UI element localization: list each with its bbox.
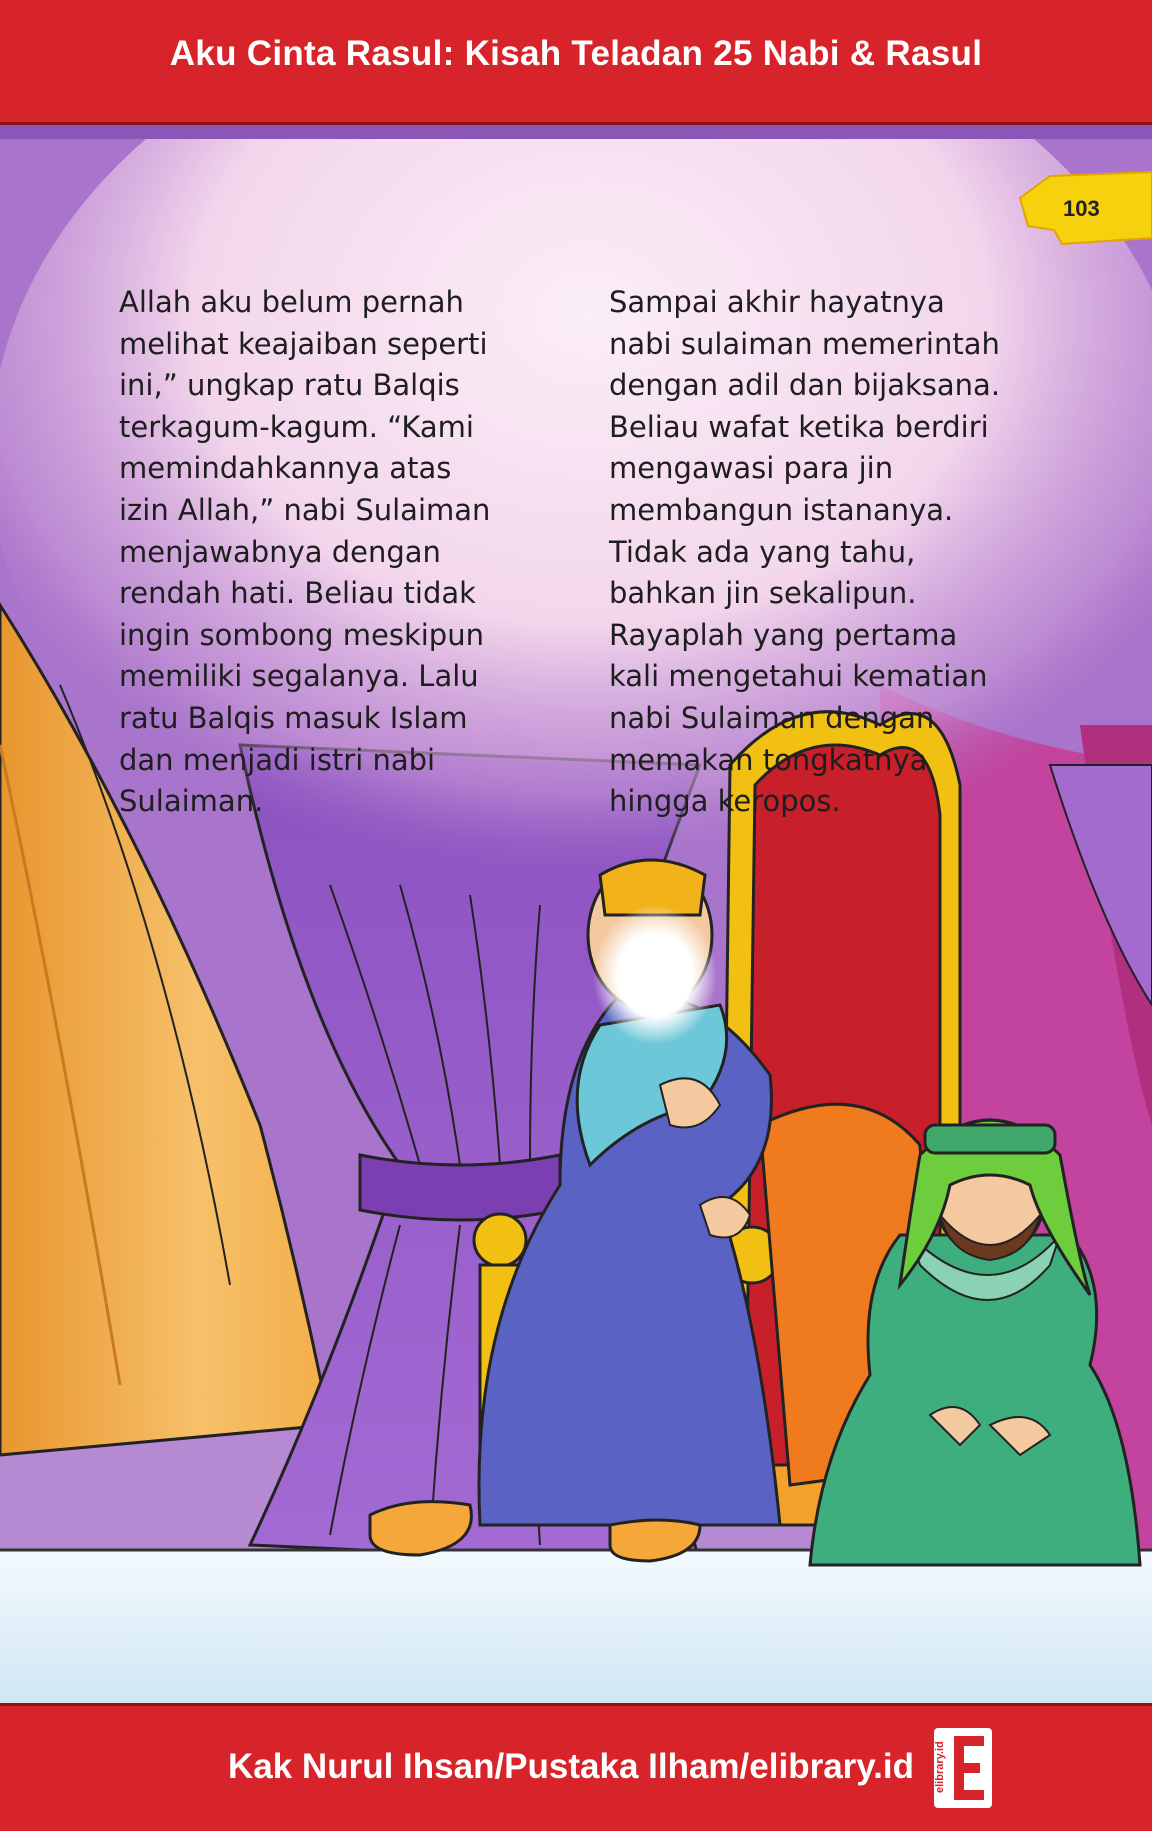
header-bar (0, 0, 1152, 125)
page-number: 103 (1063, 196, 1100, 221)
book-title: Aku Cinta Rasul: Kisah Teladan 25 Nabi & Rasul (169, 34, 983, 73)
footer-bar (0, 1703, 1152, 1831)
author-publisher-credit: Kak Nurul Ihsan/Pustaka Ilham/elibrary.id (228, 1747, 914, 1786)
elibrary-logo-text: elibrary.id (934, 1741, 946, 1793)
story-text-right-column: Sampai akhir hayatnya nabi sulaiman memerintah dengan adil dan bijaksana. Beliau wafat ketika berdiri mengawasi para jin membangun istananya. Tidak ada yang tahu, bahkan jin sekalipun. Rayaplah yang pertama kali mengetahui kematian nabi Sulaiman dengan memakan tongkatnya hingga keropos. (609, 285, 1001, 819)
story-text-left-column: Allah aku belum pernah melihat keajaiban seperti ini,” ungkap ratu Balqis terkagum-kagum. “Kami memindahkannya atas izin Allah,” nabi Sulaiman menjawabnya dengan rendah hati. Beliau tidak ingin sombong meskipun memiliki segalanya. Lalu ratu Balqis masuk Islam dan menjadi istri nabi Sulaiman. (119, 285, 491, 819)
